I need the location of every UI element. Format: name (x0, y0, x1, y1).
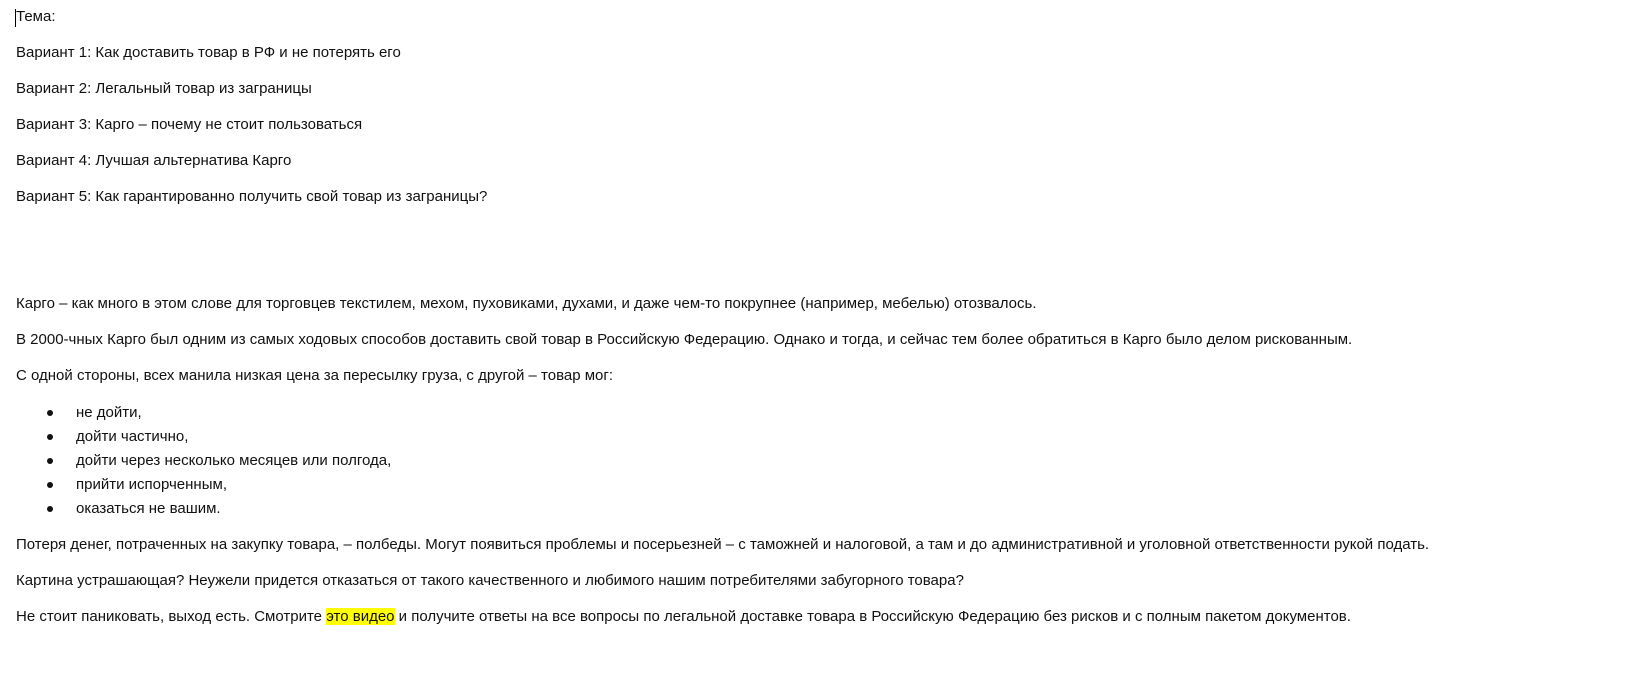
topic-heading: Тема: (16, 8, 56, 25)
list-item-text: дойти через несколько месяцев или полгода, (76, 452, 392, 469)
variant-5: Вариант 5: Как гарантированно получить свой товар из заграницы? (16, 188, 488, 205)
paragraph-losses: Потеря денег, потраченных на закупку товара, – полбеды. Могут появиться проблемы и посерьезней – с таможней и налоговой, а там и до административной и уголовной ответственности рукой подать. (16, 536, 1430, 553)
variant-3: Вариант 3: Карго – почему не стоит пользоваться (16, 116, 363, 133)
final-text-after: и получите ответы на все вопросы по легальной доставке товара в Российскую Федерацию без рисков и с полным пакетом документов. (394, 608, 1351, 625)
paragraph-question: Картина устрашающая? Неужели придется отказаться от такого качественного и любимого нашим потребителями забугорного товара? (16, 572, 964, 589)
paragraph-cargo-intro: Карго – как много в этом слове для торговцев текстилем, мехом, пуховиками, духами, и даже чем-то покрупнее (например, мебелью) отозвалось. (16, 295, 1037, 312)
bullet-icon (47, 434, 53, 440)
list-item-text: не дойти, (76, 404, 142, 421)
bullet-icon (47, 458, 53, 464)
bullet-icon (47, 482, 53, 488)
list-item-text: оказаться не вашим. (76, 500, 221, 517)
paragraph-risks-intro: С одной стороны, всех манила низкая цена за пересылку груза, с другой – товар мог: (16, 367, 614, 384)
variant-4: Вариант 4: Лучшая альтернатива Карго (16, 152, 292, 169)
list-item-text: прийти испорченным, (76, 476, 227, 493)
variant-1: Вариант 1: Как доставить товар в РФ и не потерять его (16, 44, 401, 61)
final-text-before: Не стоит паниковать, выход есть. Смотрите (16, 608, 327, 625)
paragraph-final (16, 607, 1351, 627)
paragraph-cargo-2000s: В 2000-чных Карго был одним из самых ходовых способов доставить свой товар в Российскую Федерацию. Однако и тогда, и сейчас тем более обратиться в Карго было делом рискованным. (16, 331, 1353, 348)
bullet-icon (47, 410, 53, 416)
highlighted-video-text: это видео (326, 608, 395, 625)
bullet-icon (47, 506, 53, 512)
document-body[interactable] (16, 0, 1635, 687)
list-item-text: дойти частично, (76, 428, 189, 445)
variant-2: Вариант 2: Легальный товар из заграницы (16, 80, 312, 97)
